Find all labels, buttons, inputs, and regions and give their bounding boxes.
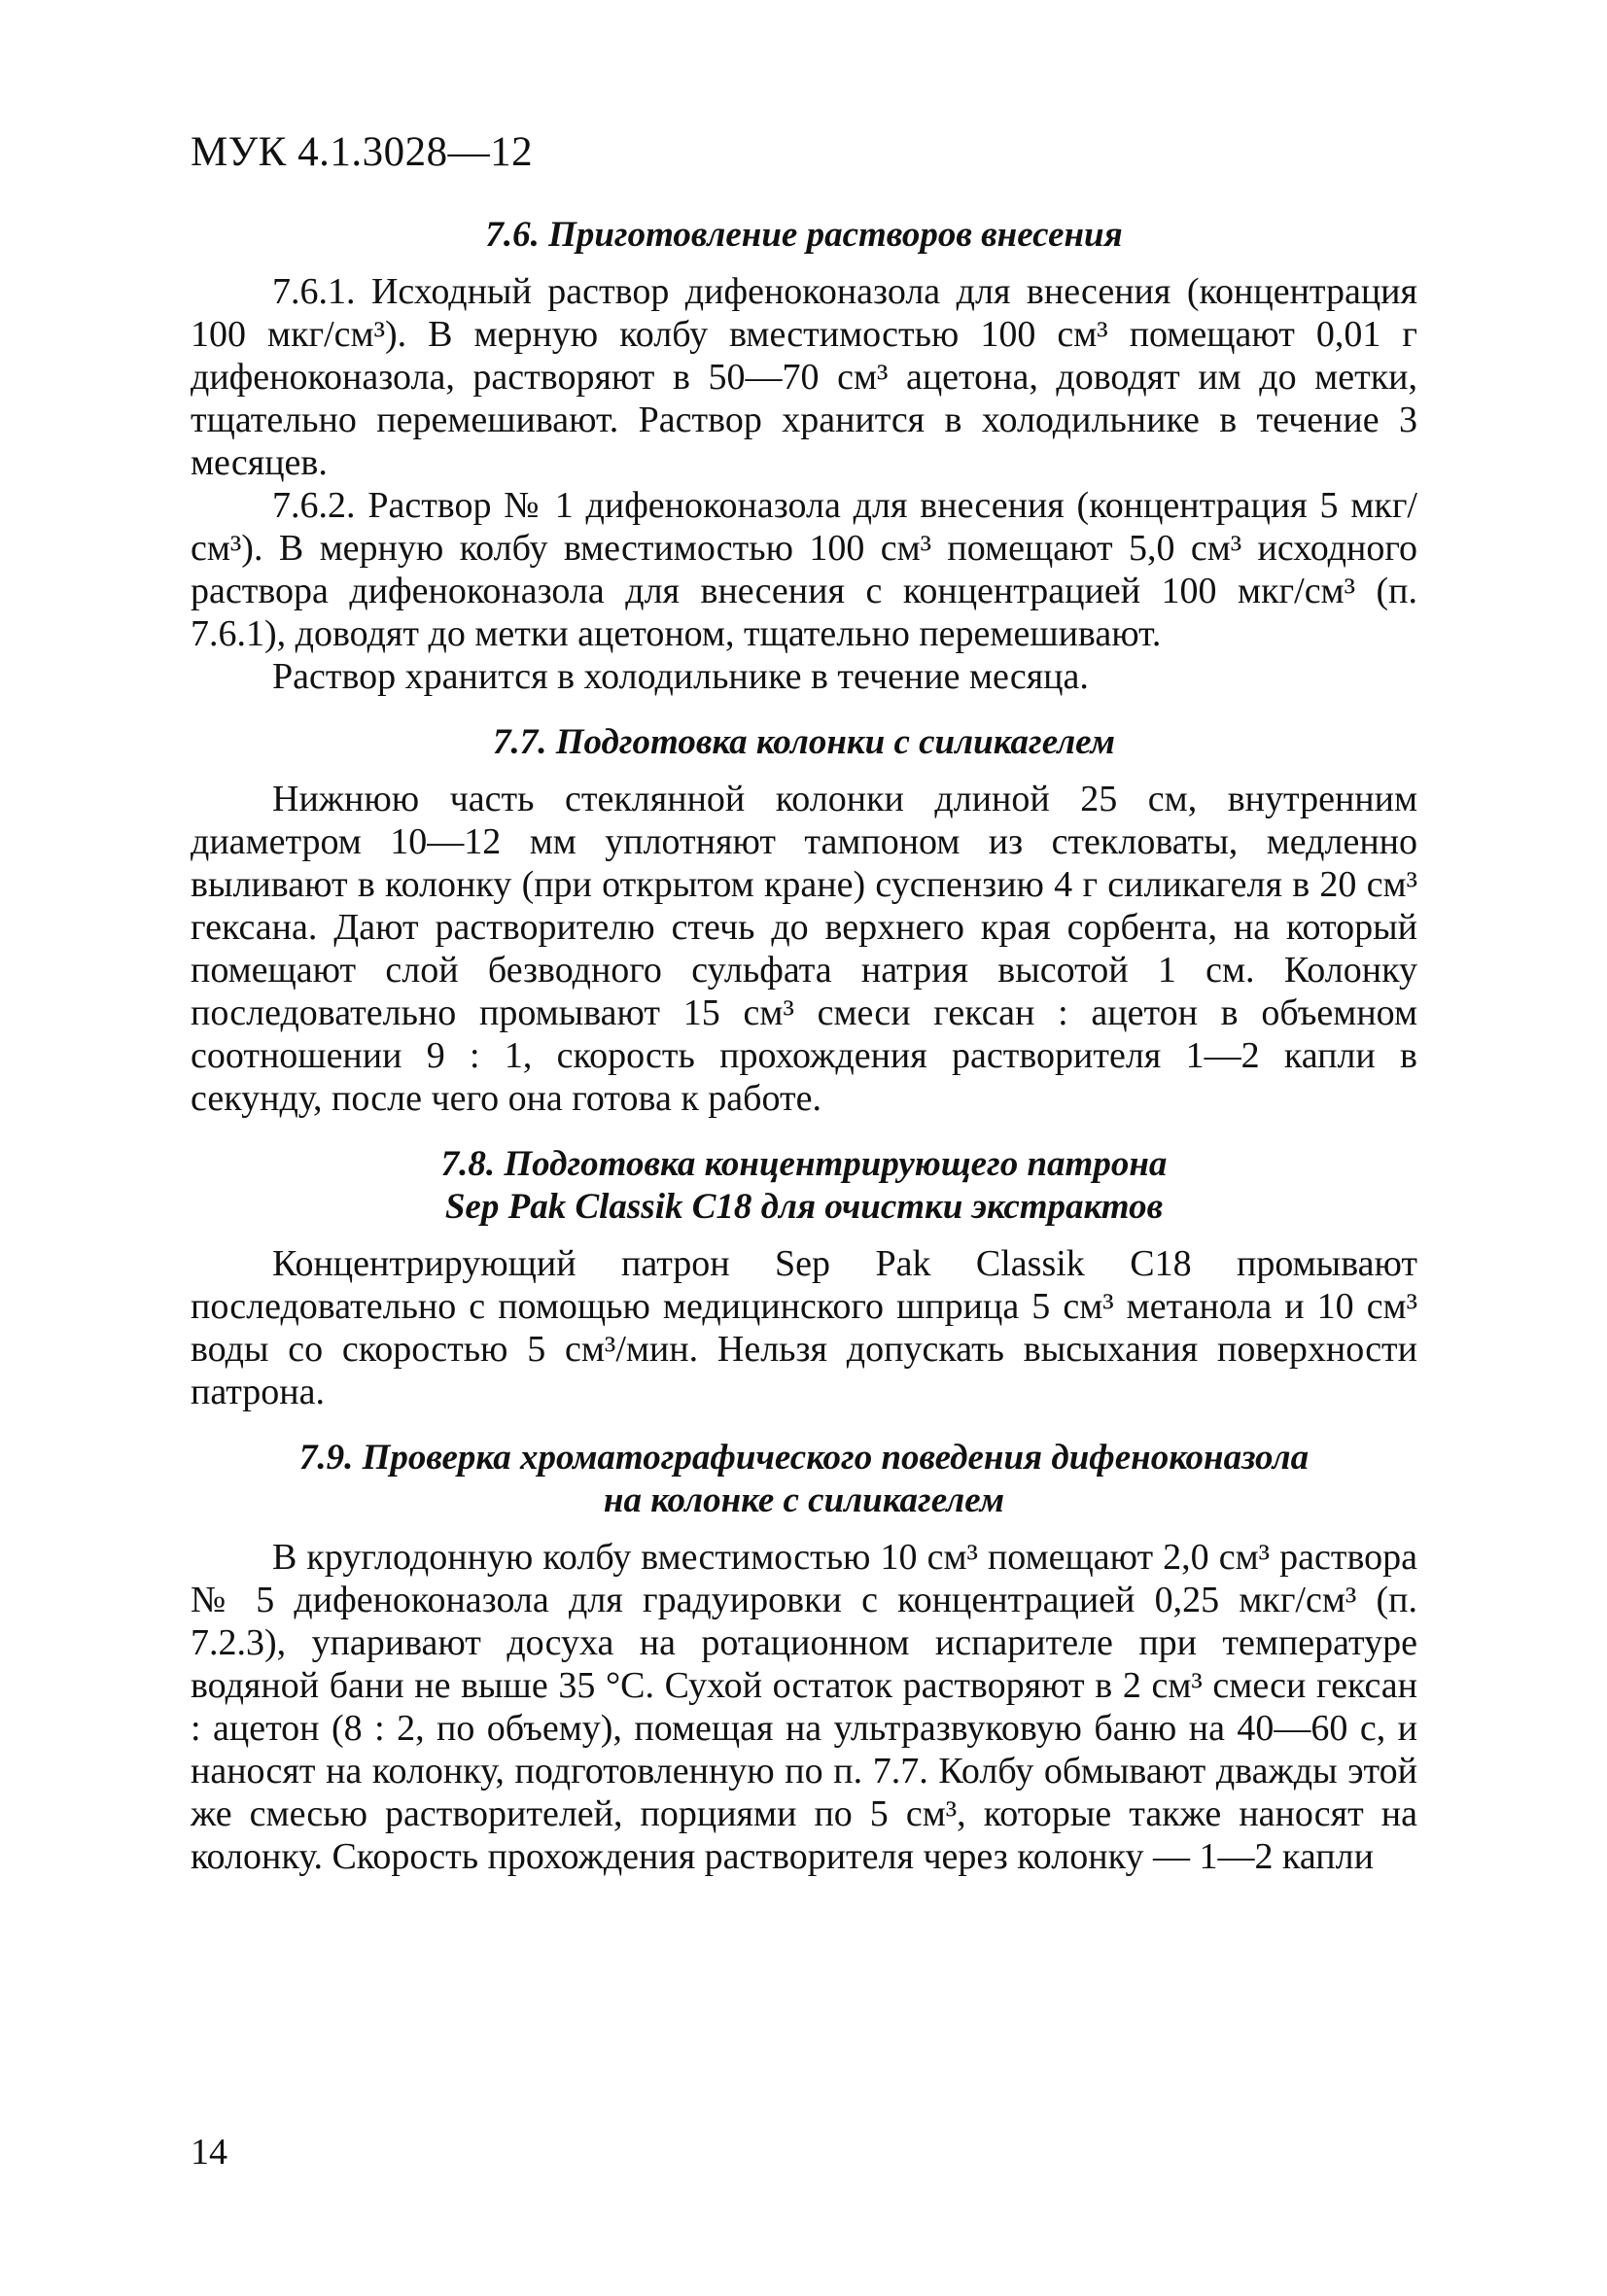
- section-heading: [191, 1437, 1417, 1522]
- section-heading: [191, 214, 1417, 257]
- section-7-8: [191, 1143, 1417, 1413]
- page-content: [191, 214, 1417, 1878]
- paragraph: В круглодонную колбу вместимостью 10 см³ помещают 2,0 см³ раствора № 5 дифеноконазола для градуировки с концентрацией 0,25 мкг/см³ (п. 7.2.3), упаривают досуха на ротационном испарителе при температуре водяной бани не выше 35 °С. Сухой остаток растворяют в 2 см³ смеси гексан : ацетон (8 : 2, по объему), помещая на ультразвуковую баню на 40—60 с, и наносят на колонку, подготовленную по п. 7.7. Колбу обмывают дважды этой же смесью растворителей, порциями по 5 см³, которые также наносят на колонку. Скорость прохождения растворителя через колонку — 1—2 капли: [191, 1537, 1417, 1877]
- page-number: 14: [191, 2132, 227, 2173]
- section-7-6: [191, 214, 1417, 698]
- paragraph: 7.6.2. Раствор № 1 дифеноконазола для внесения (концентрация 5 мкг/см³). В мерную колбу вместимостью 100 см³ помещают 5,0 см³ исходного раствора дифеноконазола для внесения с концентрацией 100 мкг/см³ (п. 7.6.1), доводят до метки ацетоном, тщательно перемешивают.: [191, 485, 1417, 654]
- section-heading-line: 7.6. Приготовление растворов внесения: [485, 215, 1123, 255]
- section-heading-line: на колонке с силикагелем: [603, 1480, 1005, 1520]
- document-code: МУК 4.1.3028—12: [191, 129, 534, 175]
- paragraph: Раствор хранится в холодильнике в течение месяца.: [272, 656, 1089, 697]
- section-7-9: [191, 1437, 1417, 1878]
- section-heading: [191, 721, 1417, 764]
- paragraph: Концентрирующий патрон Sep Pak Classik C18 промывают последовательно с помощью медицинского шприца 5 см³ метанола и 10 см³ воды со скоростью 5 см³/мин. Нельзя допускать высыхания поверхности патрона.: [191, 1243, 1417, 1412]
- section-heading-line: Sep Pak Classik C18 для очистки экстрактов: [444, 1187, 1164, 1227]
- section-heading: [191, 1143, 1417, 1229]
- section-7-7: [191, 721, 1417, 1120]
- paragraph: 7.6.1. Исходный раствор дифеноконазола для внесения (концентрация 100 мкг/см³). В мерную колбу вместимостью 100 см³ помещают 0,01 г дифеноконазола, растворяют в 50—70 см³ ацетона, доводят им до метки, тщательно перемешивают. Раствор хранится в холодильнике в течение 3 месяцев.: [191, 271, 1417, 483]
- section-heading-line: 7.9. Проверка хроматографического поведения дифеноконазола: [298, 1438, 1310, 1478]
- section-heading-line: 7.8. Подготовка концентрирующего патрона: [440, 1144, 1168, 1184]
- section-heading-line: 7.7. Подготовка колонки с силикагелем: [492, 722, 1116, 762]
- paragraph: Нижнюю часть стеклянной колонки длиной 25 см, внутренним диаметром 10—12 мм уплотняют тампоном из стекловаты, медленно выливают в колонку (при открытом кране) суспензию 4 г силикагеля в 20 см³ гексана. Дают растворителю стечь до верхнего края сорбента, на который помещают слой безводного сульфата натрия высотой 1 см. Колонку последовательно промывают 15 см³ смеси гексан : ацетон в объемном соотношении 9 : 1, скорость прохождения растворителя 1—2 капли в секунду, после чего она готова к работе.: [191, 779, 1417, 1119]
